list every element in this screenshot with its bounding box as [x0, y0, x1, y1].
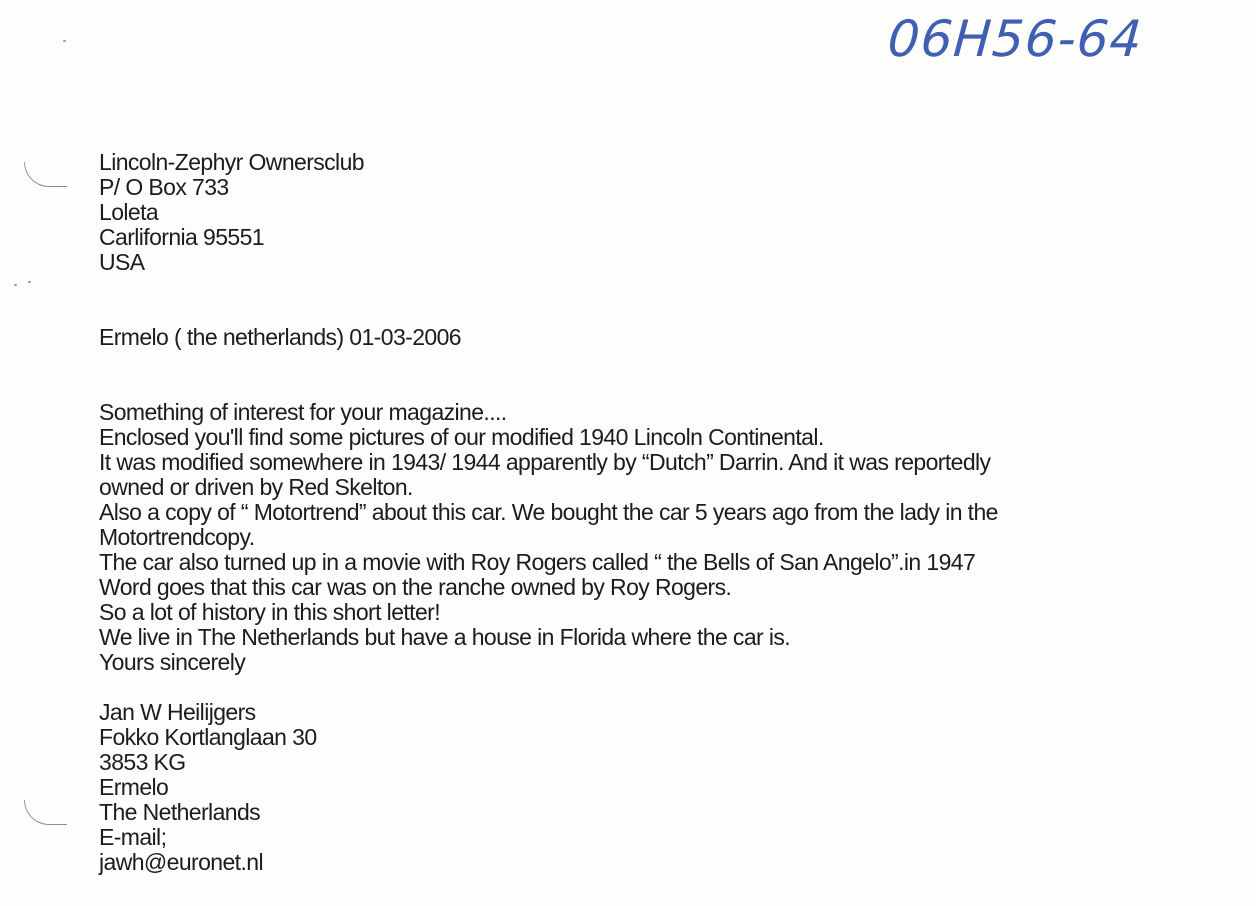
scan-speck — [14, 284, 17, 286]
scan-speck — [63, 40, 66, 42]
sender-line: 3853 KG — [99, 749, 186, 775]
sender-address — [99, 700, 317, 875]
place-and-date — [99, 325, 461, 350]
sender-line: Jan W Heilijgers — [99, 699, 256, 725]
sender-line: Ermelo — [99, 774, 169, 800]
recipient-line: Loleta — [99, 199, 159, 225]
recipient-address — [99, 150, 364, 275]
body-line: Word goes that this car was on the ranche owned by Roy Rogers. — [99, 574, 732, 600]
scan-speck — [28, 281, 31, 283]
sender-email[interactable]: jawh@euronet.nl — [99, 849, 263, 875]
body-line: Yours sincerely — [99, 649, 246, 675]
body-line: Also a copy of “ Motortrend” about this car. We bought the car 5 years ago from the lady in the — [99, 499, 998, 525]
body-line: Enclosed you'll find some pictures of our modified 1940 Lincoln Continental. — [99, 424, 824, 450]
body-line: The car also turned up in a movie with Roy Rogers called “ the Bells of San Angelo”.in 1947 — [99, 549, 976, 575]
handwritten-file-number: 06H56-64 — [885, 10, 1145, 68]
body-line: owned or driven by Red Skelton. — [99, 474, 413, 500]
letter-body — [99, 400, 998, 675]
body-line: It was modified somewhere in 1943/ 1944 apparently by “Dutch” Darrin. And it was reportedly — [99, 449, 991, 475]
body-line: So a lot of history in this short letter! — [99, 599, 441, 625]
recipient-line: USA — [99, 249, 145, 275]
sender-line: Fokko Kortlanglaan 30 — [99, 724, 317, 750]
recipient-line: P/ O Box 733 — [99, 174, 229, 200]
punch-hole-mark-top — [24, 162, 67, 187]
punch-hole-mark-bottom — [24, 800, 67, 825]
sender-line: E-mail; — [99, 824, 167, 850]
body-line: We live in The Netherlands but have a house in Florida where the car is. — [99, 624, 791, 650]
sender-line: The Netherlands — [99, 799, 261, 825]
body-line: Motortrendcopy. — [99, 524, 255, 550]
recipient-line: Carlifornia 95551 — [99, 224, 264, 250]
recipient-line: Lincoln-Zephyr Ownersclub — [99, 149, 364, 175]
body-line: Something of interest for your magazine.... — [99, 399, 507, 425]
dateline-text: Ermelo ( the netherlands) 01-03-2006 — [99, 324, 461, 350]
